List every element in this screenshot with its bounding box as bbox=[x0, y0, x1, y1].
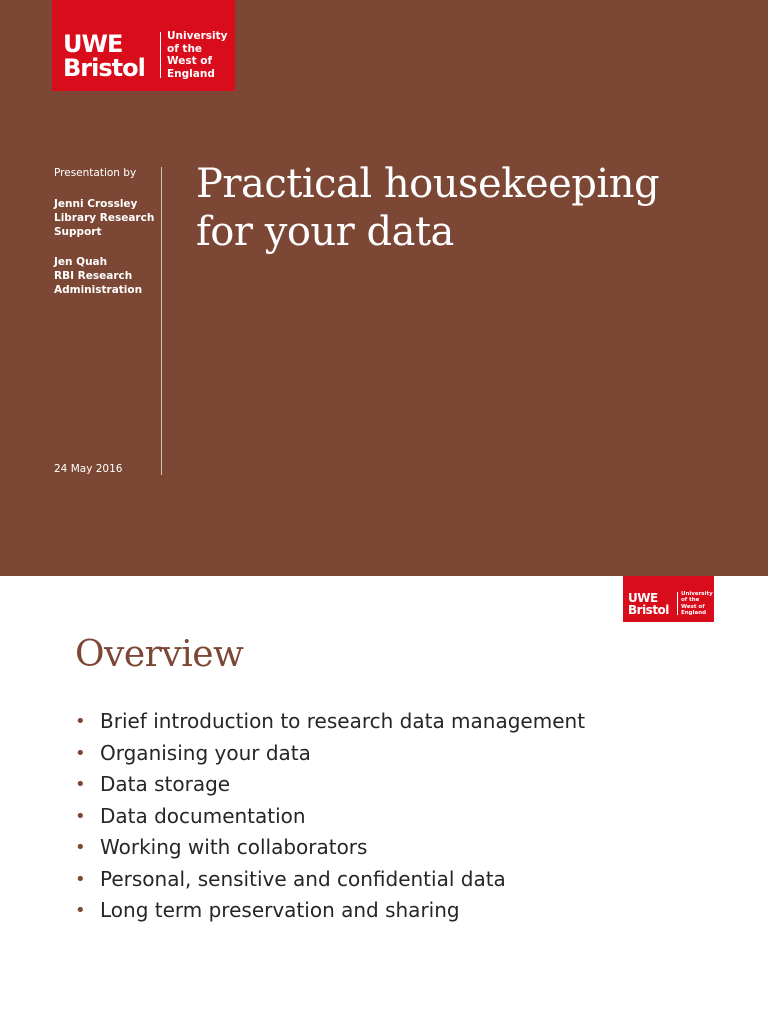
list-item bbox=[75, 864, 715, 896]
logo-uni-line: West of bbox=[681, 603, 705, 610]
presenter-role: Administration bbox=[54, 284, 143, 296]
overview-title: Overview bbox=[75, 634, 244, 675]
bullet-text: Personal, sensitive and confidential data bbox=[100, 866, 506, 891]
bullet-text: Working with collaborators bbox=[100, 835, 368, 859]
logo-uni-line: England bbox=[681, 610, 707, 617]
bullet-text: Organising your data bbox=[100, 740, 311, 765]
presentation-by-label: Presentation by bbox=[54, 167, 137, 179]
bullet-icon: • bbox=[75, 711, 86, 732]
list-item bbox=[75, 769, 715, 801]
list-item bbox=[75, 895, 715, 927]
list-item bbox=[75, 832, 715, 864]
bullet-icon: • bbox=[75, 774, 86, 795]
bullet-icon: • bbox=[75, 805, 86, 827]
list-item bbox=[75, 706, 715, 738]
uwe-bristol-logo-small bbox=[623, 576, 714, 622]
vertical-divider bbox=[161, 167, 162, 475]
logo-uni-line: of the bbox=[167, 42, 203, 55]
logo-line-bristol: Bristol bbox=[63, 54, 145, 82]
logo-university-text bbox=[167, 30, 227, 80]
presenter-role: RBI Research bbox=[54, 270, 133, 282]
logo-uni-line: University bbox=[681, 591, 713, 597]
logo-uni-line: England bbox=[167, 67, 215, 80]
bullet-text: Data storage bbox=[100, 772, 231, 796]
logo-line-bristol: Bristol bbox=[628, 603, 669, 617]
presenter-jenni-crossley bbox=[54, 197, 164, 239]
presenter-role: Support bbox=[54, 226, 102, 238]
slide-title bbox=[196, 160, 736, 256]
presenter-name: Jen Quah bbox=[54, 256, 108, 268]
logo-uni-line: of the bbox=[681, 597, 700, 604]
bullet-icon: • bbox=[75, 837, 86, 858]
presenter-role: Library Research bbox=[54, 212, 155, 224]
slide-title-line: Practical housekeeping bbox=[196, 161, 660, 207]
list-item bbox=[75, 801, 715, 833]
logo-divider bbox=[677, 592, 678, 615]
bullet-icon: • bbox=[75, 900, 86, 921]
presenter-block bbox=[54, 166, 164, 313]
overview-slide bbox=[0, 576, 768, 1024]
presenter-jen-quah bbox=[54, 255, 164, 297]
logo-uni-line: University bbox=[167, 30, 228, 42]
bullet-text: Brief introduction to research data management bbox=[100, 709, 586, 733]
uwe-bristol-logo bbox=[52, 0, 235, 91]
bullet-icon: • bbox=[75, 742, 86, 764]
logo-wordmark bbox=[63, 32, 145, 80]
slide-title-line: for your data bbox=[196, 209, 454, 255]
overview-bullet-list bbox=[75, 706, 715, 927]
logo-divider bbox=[160, 32, 161, 78]
logo-line-uwe: UWE bbox=[628, 591, 658, 605]
bullet-text: Data documentation bbox=[100, 803, 306, 828]
bullet-text: Long term preservation and sharing bbox=[100, 898, 460, 922]
logo-wordmark bbox=[628, 592, 669, 616]
logo-line-uwe: UWE bbox=[63, 30, 123, 58]
logo-university-text bbox=[681, 591, 713, 617]
presenter-name: Jenni Crossley bbox=[54, 198, 138, 210]
bullet-icon: • bbox=[75, 868, 86, 890]
presentation-date: 24 May 2016 bbox=[54, 463, 123, 475]
list-item bbox=[75, 738, 715, 770]
logo-uni-line: West of bbox=[167, 55, 213, 67]
